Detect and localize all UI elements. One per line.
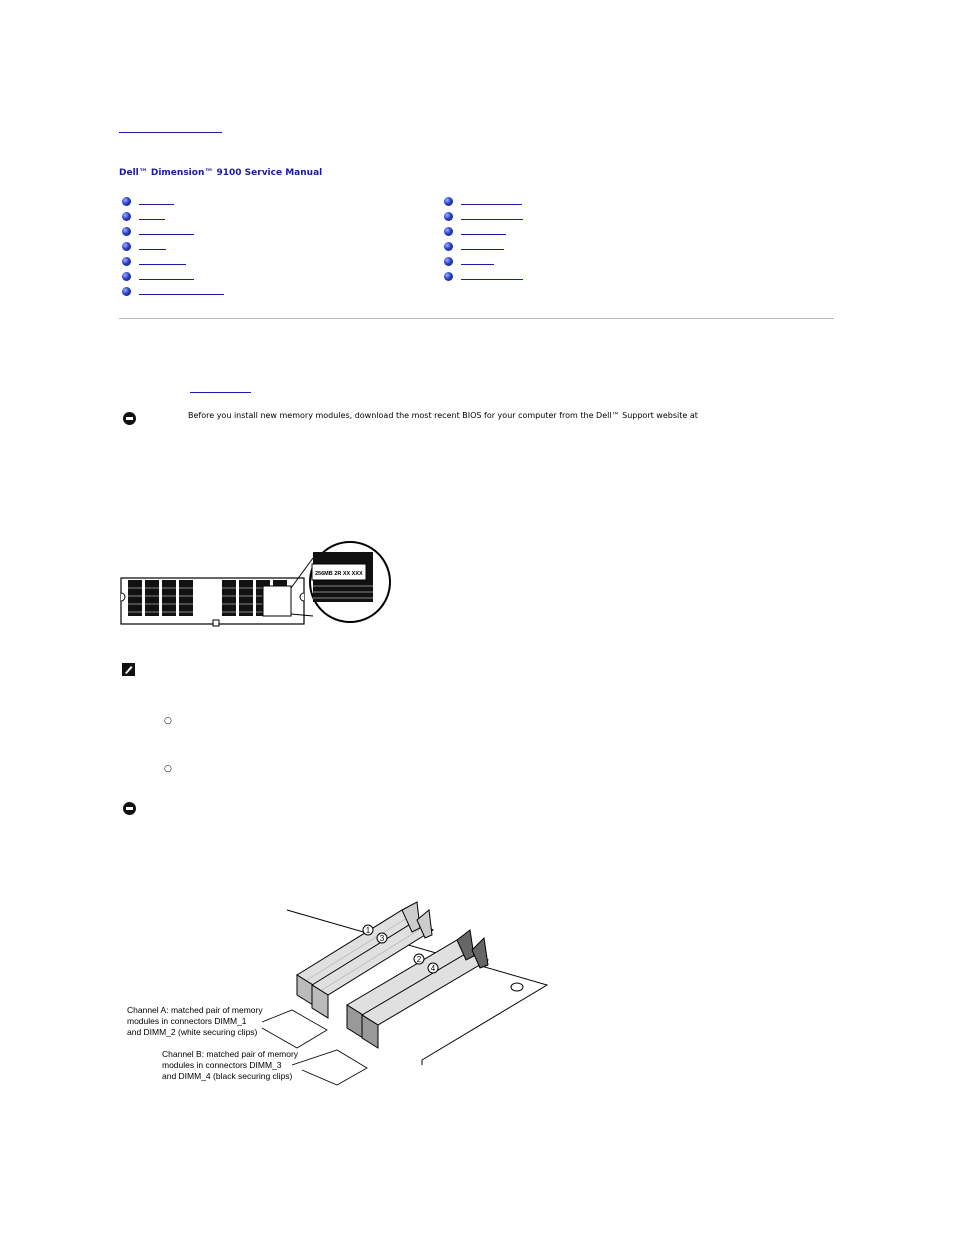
channel-a-line-1: Channel A: matched pair of memory: [127, 1005, 263, 1015]
callout-3: 3: [379, 934, 385, 943]
bullet-icon: [122, 287, 131, 296]
list-bullet: ○: [164, 764, 172, 774]
bullet-icon: [444, 212, 453, 221]
callout-1: 1: [365, 926, 371, 935]
nav-link[interactable]: [461, 242, 504, 250]
bullet-icon: [444, 242, 453, 251]
bullet-icon: [122, 272, 131, 281]
bullet-icon: [122, 242, 131, 251]
list-bullet: ○: [164, 716, 172, 726]
memory-module-figure: [118, 538, 394, 628]
bullet-icon: [444, 197, 453, 206]
bullet-icon: [444, 227, 453, 236]
nav-link[interactable]: [139, 212, 165, 220]
channel-a-line-3: and DIMM_2 (white securing clips): [127, 1027, 258, 1037]
inline-link[interactable]: [190, 385, 251, 393]
bullet-icon: [444, 257, 453, 266]
nav-link[interactable]: [139, 227, 194, 235]
nav-link[interactable]: [461, 227, 506, 235]
nav-link[interactable]: [461, 257, 494, 265]
notice-text: Before you install new memory modules, download the most recent BIOS for your computer from the Dell™ Support website at: [188, 411, 698, 420]
nav-link[interactable]: [139, 272, 194, 280]
module-label: 256MB 2R XX XXX: [315, 571, 363, 577]
bullet-icon: [122, 227, 131, 236]
memory-channels-figure: [122, 890, 552, 1100]
manual-title: Dell™ Dimension™ 9100 Service Manual: [119, 168, 323, 178]
nav-link[interactable]: [139, 242, 166, 250]
callout-2: 2: [416, 955, 422, 964]
pencil-icon: [122, 663, 135, 676]
bullet-icon: [444, 272, 453, 281]
nav-link[interactable]: [461, 272, 523, 280]
callout-4: 4: [430, 964, 436, 973]
top-link[interactable]: [119, 124, 222, 133]
section-divider: [119, 318, 834, 319]
note-icon: [122, 663, 135, 676]
channel-b-line-3: and DIMM_4 (black securing clips): [162, 1071, 293, 1081]
nav-link[interactable]: [139, 257, 186, 265]
channel-b-line-2: modules in connectors DIMM_3: [162, 1060, 282, 1070]
bullet-icon: [122, 257, 131, 266]
channel-a-line-2: modules in connectors DIMM_1: [127, 1016, 247, 1026]
notice-icon: [123, 412, 136, 425]
nav-link[interactable]: [461, 212, 523, 220]
nav-link[interactable]: [139, 197, 174, 205]
bullet-icon: [122, 197, 131, 206]
nav-link[interactable]: [139, 287, 224, 295]
nav-link[interactable]: [461, 197, 522, 205]
bullet-icon: [122, 212, 131, 221]
notice-icon: [123, 802, 136, 815]
channel-b-line-1: Channel B: matched pair of memory: [162, 1049, 299, 1059]
